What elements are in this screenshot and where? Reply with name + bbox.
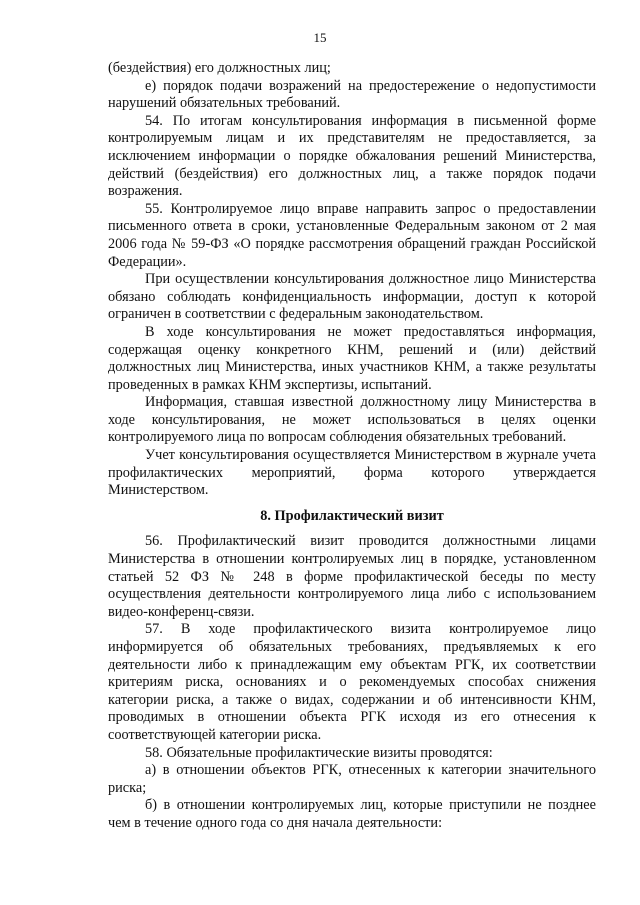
paragraph: а) в отношении объектов РГК, отнесенных к категории значительного риска; <box>108 762 596 796</box>
paragraph: 58. Обязательные профилактические визиты проводятся: <box>145 744 493 761</box>
paragraph: 57. В ходе профилактического визита контролируемое лицо информируется об обязательных требованиях, предъявляемых к его деятельности либо к принадлежащим ему объектам РГК, их соответствии критериям риска, основаниях и о рекомендуемых способах снижения категории риска, а также о видах, содержании и об интенсивности КНМ, проводимых в отношении объекта РГК исходя из его отнесения к соответствующей категории риска. <box>108 621 596 743</box>
paragraph: В ходе консультирования не может предоставляться информация, содержащая оценку конкретного КНМ, решений и (или) действий должностных лиц Министерства, иных участников КНМ, а также результаты проведенных в рамках КНМ экспертизы, испытаний. <box>108 323 596 393</box>
paragraph: Учет консультирования осуществляется Министерством в журнале учета профилактических мероприятий, форма которого утверждается Министерством. <box>108 447 596 499</box>
paragraph: е) порядок подачи возражений на предостережение о недопустимости нарушений обязательных требований. <box>108 77 596 112</box>
paragraph: 55. Контролируемое лицо вправе направить запрос о предоставлении письменного ответа в сроки, установленные Федеральным законом от 2 мая 2006 года № 59-ФЗ «О порядке рассмотрения обращений граждан Российской Федерации». <box>108 200 596 270</box>
paragraph: 54. По итогам консультирования информация в письменной форме контролируемым лицам и их представителям не предоставляется, за исключением информации о порядке обжалования решений Министерства, действий (бездействия) его должностных лиц, а также порядок подачи возражения. <box>108 112 596 200</box>
document-body <box>108 60 596 833</box>
paragraphs-after-heading <box>108 533 596 832</box>
paragraph: Информация, ставшая известной должностному лицу Министерства в ходе консультирования, не может использоваться в целях оценки контролируемого лица по вопросам соблюдения обязательных требований. <box>108 394 596 446</box>
paragraph: При осуществлении консультирования должностное лицо Министерства обязано соблюдать конфиденциальность информации, доступ к которой ограничен в соответствии с федеральным законодательством. <box>108 271 596 323</box>
section-heading: 8. Профилактический визит <box>260 507 444 524</box>
paragraph: 56. Профилактический визит проводится должностными лицами Министерства в отношении контролируемых лиц в порядке, установленном статьей 52 ФЗ № 248 в форме профилактической беседы по месту осуществления деятельности контролируемого лица либо с использованием видео-конференц-связи. <box>108 533 596 620</box>
paragraph: (бездействия) его должностных лиц; <box>108 60 331 76</box>
page-number: 15 <box>313 30 327 45</box>
paragraph: б) в отношении контролируемых лиц, которые приступили не позднее чем в течение одного года со дня начала деятельности: <box>108 797 596 831</box>
paragraphs-before-heading <box>108 60 596 500</box>
